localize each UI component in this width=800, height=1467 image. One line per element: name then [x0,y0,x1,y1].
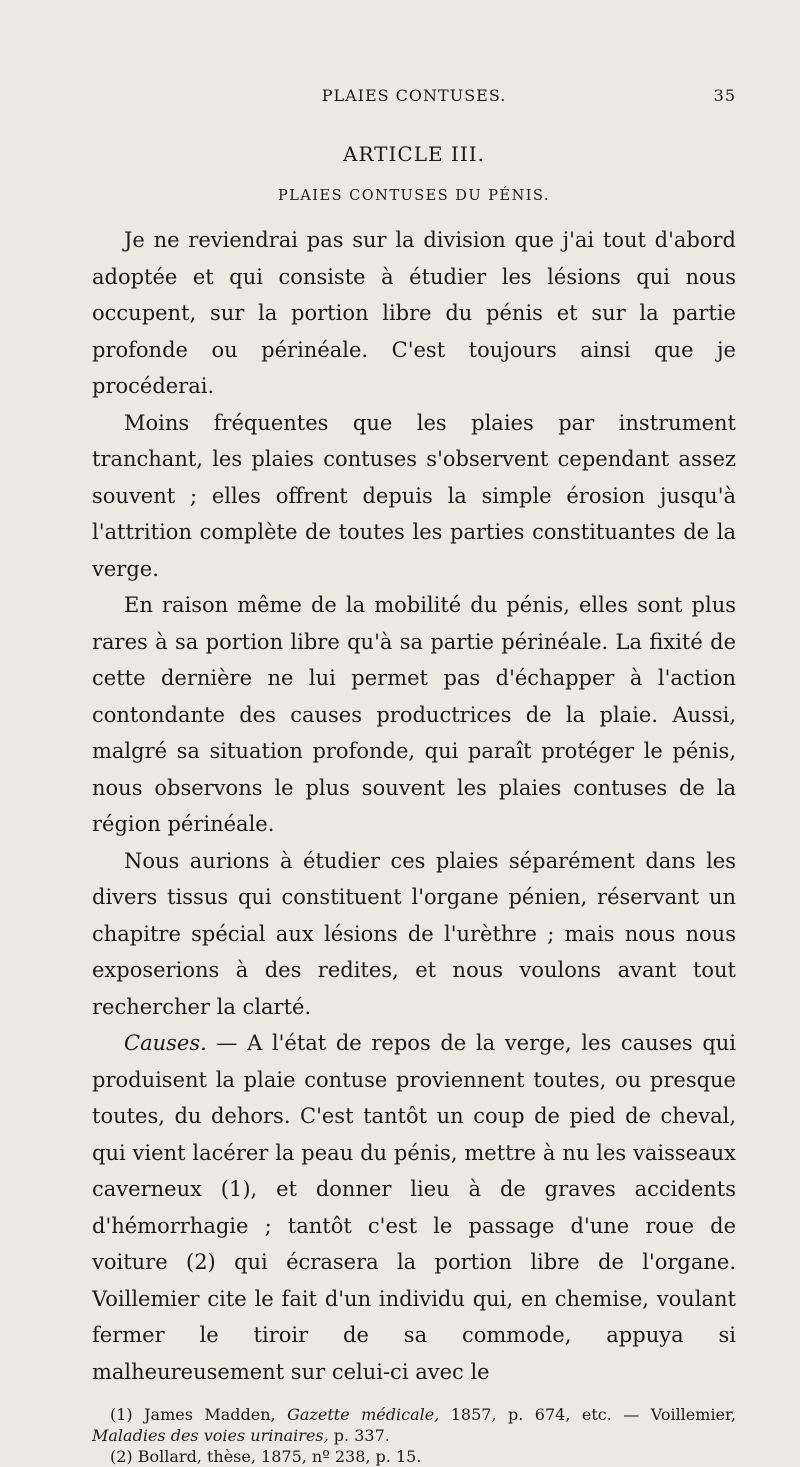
footnotes [92,1404,736,1467]
paragraph: Moins fréquentes que les plaies par instrument tranchant, les plaies contuses s'observent cependant assez souvent ; elles offrent depuis la simple érosion jusqu'à l'attrition complète de toutes les parties constituantes de la verge. [92,410,736,581]
page-number: 35 [713,86,736,105]
footnote-1-author: (1) James Madden, [110,1405,288,1424]
footnote-1-page: p. 337. [328,1426,390,1445]
footnote-1-journal: Gazette médicale, [287,1405,440,1424]
paragraph: Nous aurions à étudier ces plaies séparément dans les divers tissus qui constituent l'organe pénien, réservant un chapitre spécial aux lésions de l'urèthre ; mais nous nous exposerions à des redites, et nous voulons avant tout rechercher la clarté. [92,848,736,1019]
paragraph: Je ne reviendrai pas sur la division que j'ai tout d'abord adoptée et qui consiste à étudier les lésions qui nous occupent, sur la portion libre du pénis et sur la partie profonde ou périnéale. C'est toujours ainsi que je procéderai. [92,228,736,398]
footnote-1-details: 1857, p. 674, etc. — Voillemier, [439,1405,737,1424]
running-header [92,86,736,116]
causes-label: Causes. [124,1031,207,1055]
article-subheading: PLAIES CONTUSES DU PÉNIS. [277,188,551,204]
article-heading: ARTICLE III. [343,142,485,166]
running-title: PLAIES CONTUSES. [321,86,507,105]
footnote-1-book: Maladies des voies urinaires, [92,1426,329,1445]
footnote-1 [92,1404,736,1446]
causes-text: — A l'état de repos de la verge, les causes qui produisent la plaie contuse proviennent toutes, ou presque toutes, du dehors. C'est tantôt un coup de pied de cheval, qui vient lacérer la peau du pénis, mettre à nu les vaisseaux caverneux (1), et donner lieu à de graves accidents d'hémorrhagie ; tantôt c'est le passage d'une roue de voiture (2) qui écrasera la portion libre de l'organe. Voillemier cite le fait d'un individu qui, en chemise, voulant fermer le tiroir de sa commode, appuya si malheureusement sur celui-ci avec le [92,1031,736,1384]
footnote-2: (2) Bollard, thèse, 1875, nº 238, p. 15. [110,1447,422,1466]
body-text [92,222,736,1390]
paragraph: En raison même de la mobilité du pénis, elles sont plus rares à sa portion libre qu'à sa partie périnéale. La fixité de cette dernière ne lui permet pas d'échapper à l'action contondante des causes productrices de la plaie. Aussi, malgré sa situation profonde, qui paraît protéger le pénis, nous observons le plus souvent les plaies contuses de la région périnéale. [92,593,736,836]
causes-paragraph [92,1025,736,1390]
